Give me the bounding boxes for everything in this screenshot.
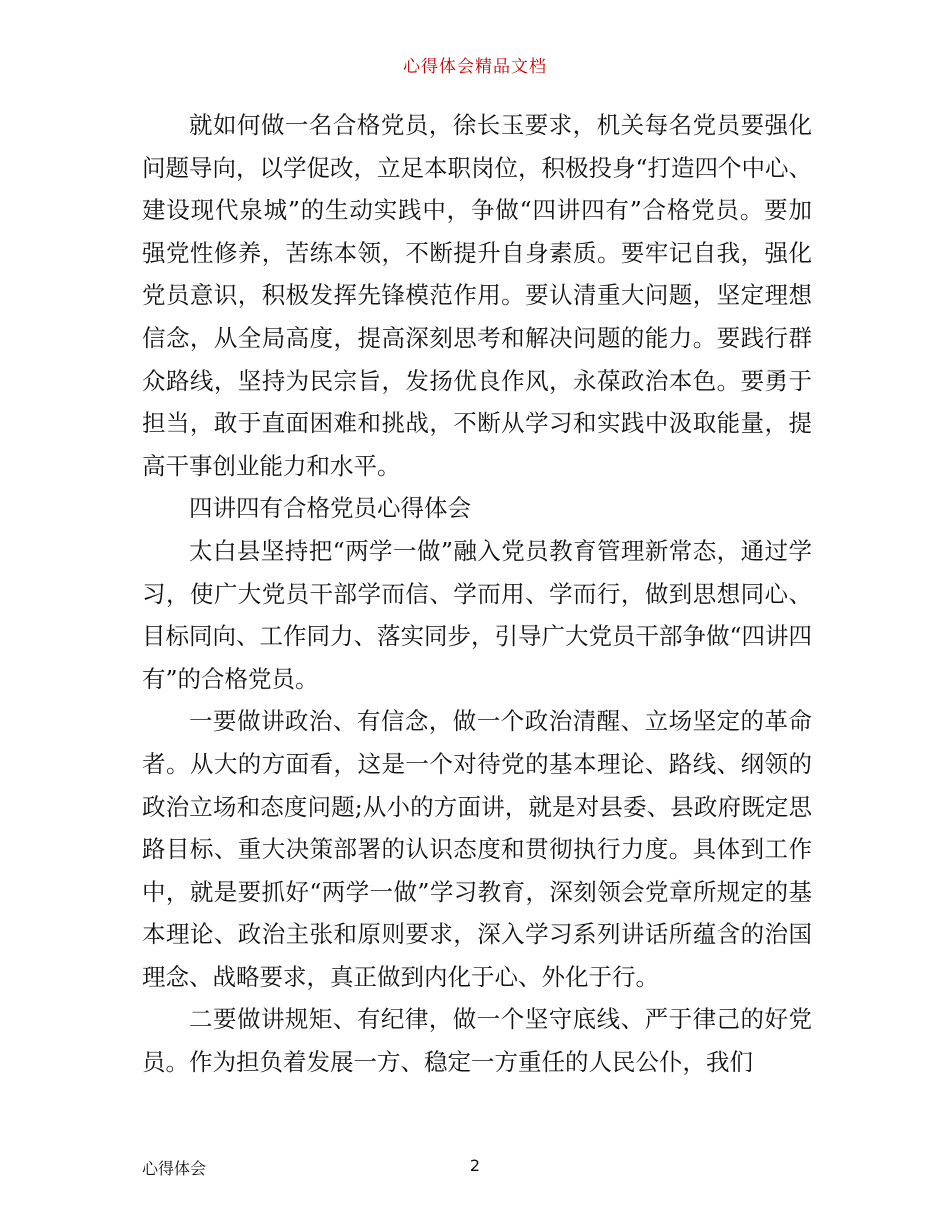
paragraph: 太白县坚持把“两学一做”融入党员教育管理新常态，通过学习，使广大党员干部学而信、学而用、学而行，做到思想同心、目标同向、工作同力、落实同步，引导广大党员干部争做“四讲四有”的合格党员。 <box>142 536 813 693</box>
document-body <box>142 104 812 1084</box>
paragraph: 就如何做一名合格党员，徐长玉要求，机关每名党员要强化问题导向，以学促改，立足本职岗位，积极投身“打造四个中心、建设现代泉城”的生动实践中，争做“四讲四有”合格党员。要加强党性修养，苦练本领，不断提升自身素质。要牢记自我，强化党员意识，积极发挥先锋模范作用。要认清重大问题，坚定理想信念，从全局高度，提高深刻思考和解决问题的能力。要践行群众路线，坚持为民宗旨，发扬优良作风，永葆政治本色。要勇于担当，敢于直面困难和挑战，不断从学习和实践中汲取能量，提高干事创业能力和水平。 <box>142 111 813 480</box>
section-heading: 四讲四有合格党员心得体会 <box>189 494 471 523</box>
page-header-title: 心得体会精品文档 <box>403 57 547 77</box>
page-number: 2 <box>469 1156 481 1175</box>
paragraph: 二要做讲规矩、有纪律，做一个坚守底线、严于律己的好党员。作为担负着发展一方、稳定一方重任的人民公仆，我们 <box>142 1005 812 1077</box>
paragraph: 一要做讲政治、有信念，做一个政治清醒、立场坚定的革命者。从大的方面看，这是一个对待党的基本理论、路线、纲领的政治立场和态度问题;从小的方面讲，就是对县委、县政府既定思路目标、重大决策部署的认识态度和贯彻执行力度。具体到工作中，就是要抓好“两学一做”学习教育，深刻领会党章所规定的基本理论、政治主张和原则要求，深入学习系列讲话所蕴含的治国理念、战略要求，真正做到内化于心、外化于行。 <box>142 707 812 991</box>
footer-label: 心得体会 <box>142 1159 207 1178</box>
